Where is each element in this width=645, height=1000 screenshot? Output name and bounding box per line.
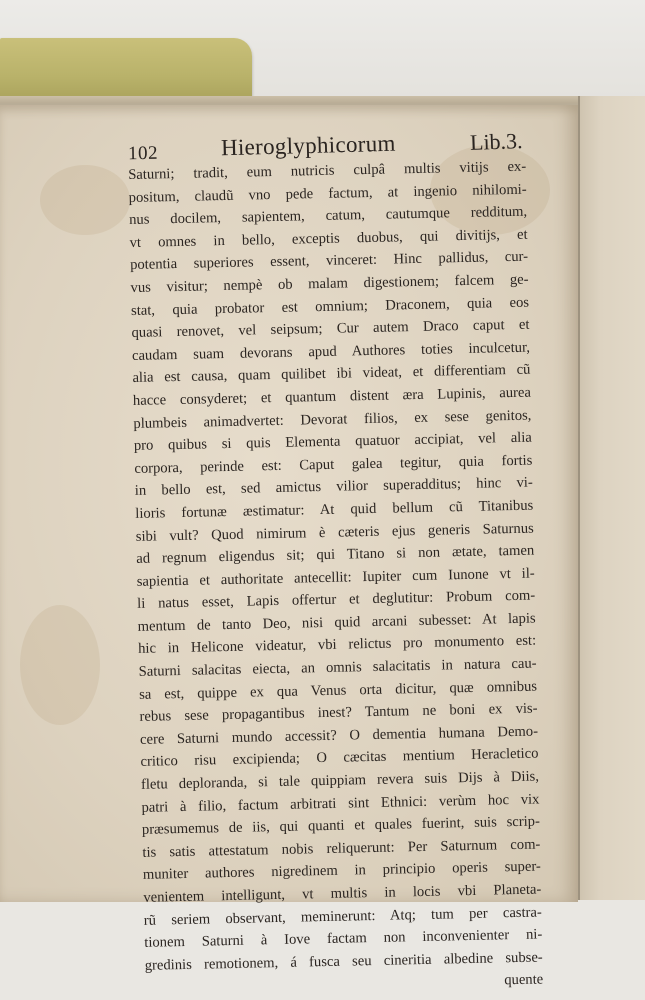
green-sponge bbox=[0, 38, 252, 102]
text-line: lioris fortunæ æstimatur: At quid bellum cũ Titanibus bbox=[135, 497, 534, 522]
text-line: hacce consyderet; et quantum distent æra Lupinis, aurea bbox=[132, 384, 532, 409]
text-line: li natus esset, Lapis offertur et deglutitur: Probum com- bbox=[137, 587, 536, 613]
text-line: vus visitur; nempè ob malam digestionem; falcem ge- bbox=[130, 271, 529, 296]
text-line: stat, quia probator est omnium; Draconem, quia eos bbox=[130, 294, 530, 319]
text-line: venientem intelligunt, vt multis in locis vbi Planeta- bbox=[143, 881, 542, 906]
text-line: muniter authores nigredinem in principio operis super- bbox=[142, 858, 541, 884]
text-line: præsumemus de iis, qui quanti et quales fuerint, suis scrip- bbox=[141, 813, 541, 839]
text-line: plumbeis animadvertet: Devorat filios, ex sese genitos, bbox=[133, 407, 532, 432]
text-line: in bello est, sed amictus vilior superadditus; hinc vi- bbox=[134, 474, 533, 500]
text-line: gredinis remotionem, á fusca seu cineritia albedine subse- bbox=[144, 949, 543, 974]
text-line: sibi vult? Quod nimirum è cæteris ejus generis Saturnus bbox=[135, 520, 534, 545]
text-line: caudam suam devorans apud Authores toties inculcetur, bbox=[131, 339, 531, 364]
text-line: ad regnum eligendus sit; qui Titano si non ætate, tamen bbox=[136, 542, 535, 568]
text-line: sapientia et authoritate antecellit: Iupiter cum Iunone vt il- bbox=[136, 565, 535, 590]
text-line: rebus sese propagantibus inest? Tantum ne boni ex vis- bbox=[139, 700, 538, 726]
text-line: critico risu excipienda; O cæcitas mentium Heracletico bbox=[140, 745, 539, 771]
book-label: Lib.3. bbox=[469, 128, 524, 155]
text-line: pro quibus si quis Elementa quatuor accipiat, vel alia bbox=[133, 429, 532, 455]
page-number: 102 bbox=[127, 142, 159, 165]
text-line: Saturni; tradit, eum nutricis culpâ multis vitijs ex- bbox=[128, 158, 527, 183]
text-line: positum, claudũ vno pede factum, at ingenio nihilomi- bbox=[128, 181, 527, 206]
text-line: Saturni salacitas eiecta, an omnis salacitatis in natura cau- bbox=[138, 655, 537, 680]
text-line: mentum de tanto Deo, nisi quid arcani subesset: At lapis bbox=[137, 610, 536, 635]
facing-page-edge bbox=[578, 96, 645, 900]
text-line: tis satis attestatum nobis reliquerunt: Per Saturnum com- bbox=[142, 836, 541, 861]
page-stain bbox=[40, 165, 130, 235]
text-line: vt omnes in bello, exceptis duobus, qui divitijs, et bbox=[129, 226, 528, 251]
text-line: tionem Saturni à Iove factam non inconvenienter ni- bbox=[144, 926, 543, 952]
text-line: cere Saturni mundo accessit? O dementia humana Demo- bbox=[139, 723, 539, 748]
text-line: patri à filio, factum arbitrati sint Ethnici: verùm hoc vix bbox=[141, 791, 540, 816]
running-title: Hieroglyphicorum bbox=[220, 130, 397, 161]
text-line: alia est causa, quam quilibet ibi videat, et differentiam cũ bbox=[132, 361, 531, 387]
text-line: nus docilem, sapientem, catum, cautumque redditum, bbox=[129, 203, 528, 229]
body-text bbox=[128, 156, 543, 1000]
text-line: quente bbox=[504, 971, 544, 989]
text-line: hic in Helicone videatur, vbi relictus pro monumento est: bbox=[137, 633, 537, 658]
text-line: potentia superiores essent, vinceret: Hinc pallidus, cur- bbox=[129, 249, 529, 274]
page-stain bbox=[20, 605, 100, 725]
text-line: sa est, quippe ex qua Venus orta dicitur, quæ omnibus bbox=[138, 678, 538, 703]
text-line: quasi renovet, vel seipsum; Cur autem Draco caput et bbox=[131, 316, 530, 342]
text-line: rũ seriem observant, meminerunt: Atq; tum per castra- bbox=[143, 904, 542, 929]
text-line: fletu deploranda, si tale quippiam revera suis Dijs à Diis, bbox=[140, 768, 540, 793]
text-line: corpora, perinde est: Caput galea tegitur, quia fortis bbox=[134, 452, 533, 477]
